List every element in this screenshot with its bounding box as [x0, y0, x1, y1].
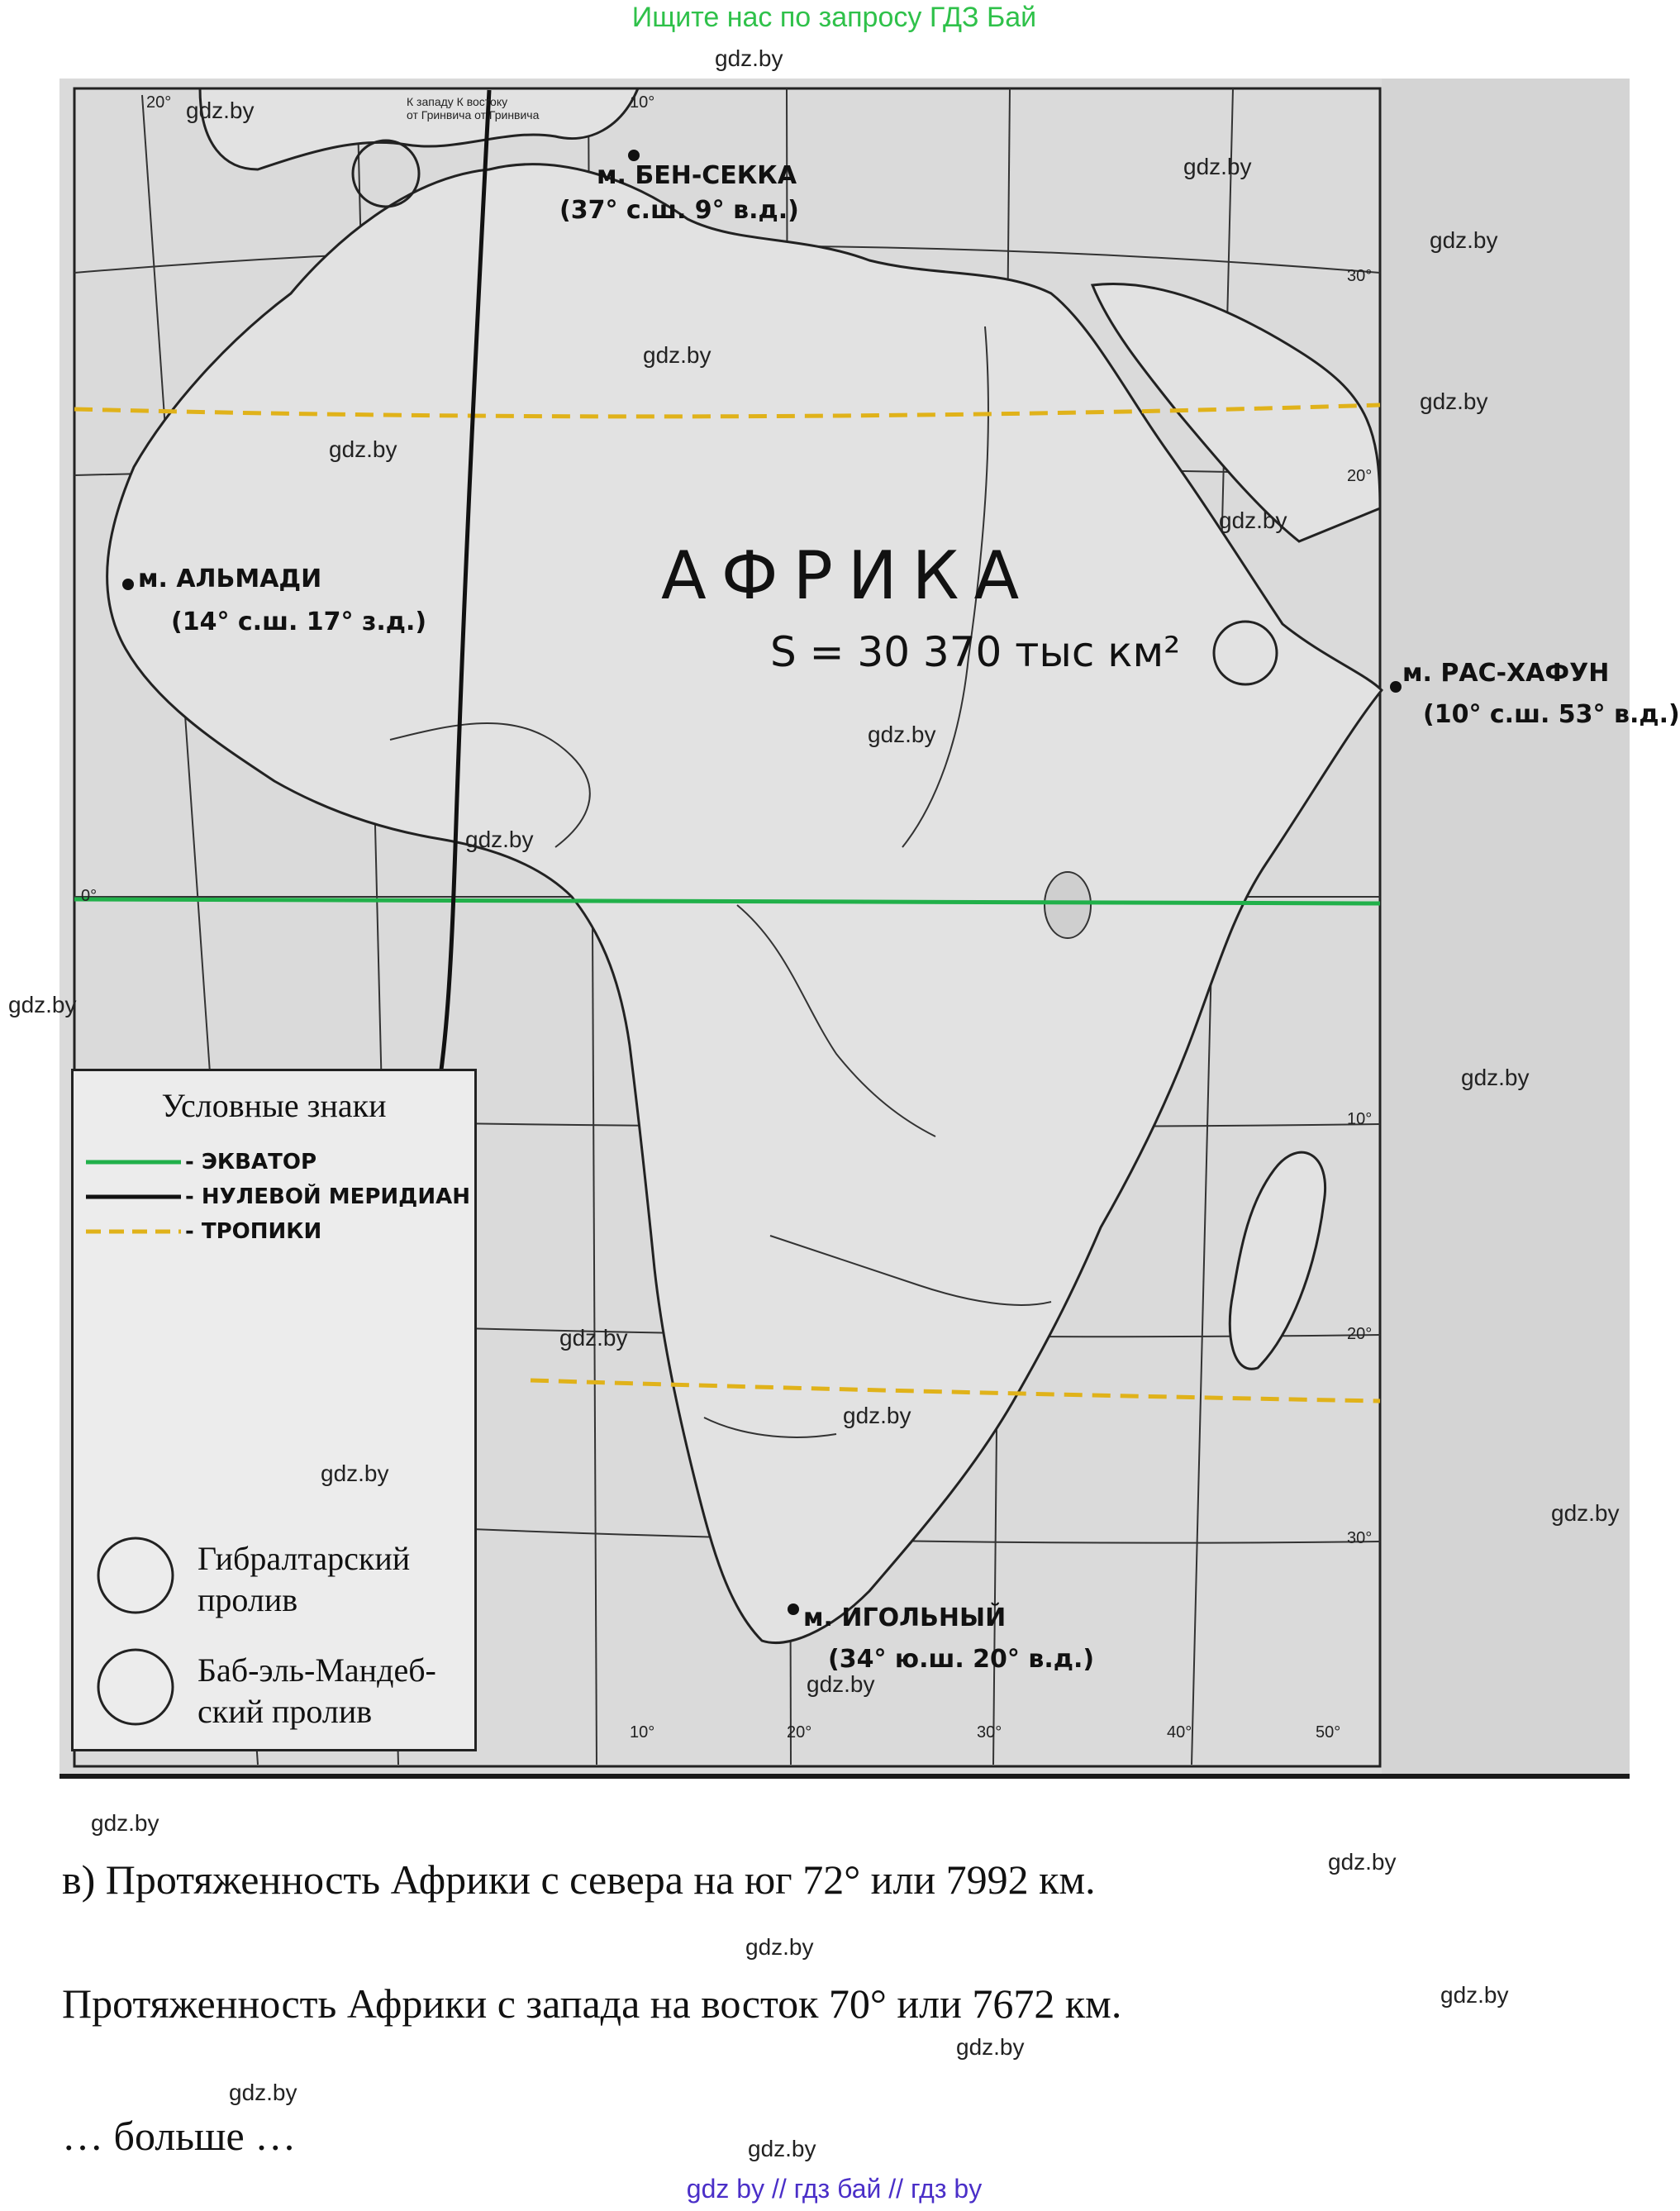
watermark: gdz.by [559, 1325, 628, 1351]
watermark: gdz.by [843, 1403, 911, 1428]
point-coords: (14° с.ш. 17° з.д.) [171, 608, 427, 636]
watermark: gdz.by [1430, 227, 1498, 253]
top-banner[interactable]: Ищите нас по запросу ГДЗ Бай [631, 2, 1037, 33]
area-label: S = 30 370 тыс км² [770, 628, 1181, 676]
watermark: gdz.by [8, 992, 77, 1017]
legend-title: Условные знаки [161, 1087, 387, 1124]
legend-equator: - ЭКВАТОР [185, 1150, 317, 1175]
lon-label: 40° [1167, 1723, 1192, 1742]
meridian-note: К западу К востоку [407, 95, 508, 108]
answer-compare: … больше … [62, 2113, 297, 2159]
point-name: м. БЕН-СЕККА [597, 161, 797, 190]
almadi-point [122, 579, 134, 590]
igolny-point [788, 1603, 799, 1615]
point-coords: (37° с.ш. 9° в.д.) [559, 196, 799, 225]
watermark: gdz.by [748, 2136, 816, 2161]
answer-north-south: в) Протяженность Африки с севера на юг 72° или 7992 км. [62, 1856, 1096, 1903]
point-name: м. ИГОЛЬНЫЙ [803, 1603, 1007, 1632]
watermark: gdz.by [186, 98, 255, 123]
watermark: gdz.by [868, 722, 936, 747]
watermark: gdz.by [1328, 1849, 1397, 1875]
legend-strait-circles [90, 1530, 189, 1737]
watermark: gdz.by [807, 1671, 875, 1697]
watermark: gdz.by [1440, 1982, 1509, 2008]
meridian-note: от Гринвича от Гринвича [407, 108, 540, 122]
lat-label: 0° [81, 887, 98, 905]
watermark: gdz.by [745, 1934, 814, 1960]
legend-meridian: - НУЛЕВОЙ МЕРИДИАН [185, 1184, 470, 1209]
watermark: gdz.by [1183, 154, 1252, 179]
map-title: АФРИКА [661, 537, 1035, 614]
lake-victoria [1045, 872, 1091, 938]
point-coords: (10° с.ш. 53° в.д.) [1423, 700, 1680, 729]
watermark: gdz.by [465, 827, 534, 852]
watermark: gdz.by [329, 436, 397, 462]
watermark: gdz.by [1219, 507, 1287, 533]
watermark: gdz.by [1461, 1065, 1530, 1090]
lat-label: 20° [1347, 467, 1373, 485]
watermark: gdz.by [715, 45, 783, 71]
watermark: gdz.by [643, 342, 712, 368]
lon-label: 50° [1316, 1723, 1341, 1742]
legend-tropics: - ТРОПИКИ [185, 1219, 322, 1244]
point-coords: (34° ю.ш. 20° в.д.) [828, 1645, 1095, 1674]
watermark: gdz.by [229, 2080, 297, 2105]
lon-label: 20° [146, 93, 172, 112]
lat-label: 30° [1347, 1529, 1373, 1547]
lon-label: 10° [630, 93, 655, 112]
footer-links[interactable]: gdz by // гдз бай // гдз by [686, 2174, 983, 2204]
watermark: gdz.by [1420, 388, 1488, 414]
watermark: gdz.by [956, 2034, 1025, 2060]
map-bottom-rule [59, 1774, 1630, 1779]
watermark: gdz.by [91, 1810, 159, 1836]
ras-hafun-point [1390, 681, 1402, 693]
map-legend [71, 1069, 477, 1751]
lon-label: 20° [787, 1723, 812, 1742]
watermark: gdz.by [321, 1460, 389, 1486]
lat-label: 10° [1347, 1110, 1373, 1128]
lat-label: 30° [1347, 267, 1373, 285]
legend-babelmandeb: Баб-эль-Мандеб- ский пролив [198, 1651, 436, 1730]
ben-sekka-point [628, 150, 640, 161]
lon-label: 30° [977, 1723, 1002, 1742]
lat-label: 20° [1347, 1325, 1373, 1343]
watermark: gdz.by [1551, 1500, 1620, 1526]
point-name: м. АЛЬМАДИ [138, 565, 322, 593]
lon-label: 10° [630, 1723, 655, 1742]
legend-gibraltar: Гибралтарский пролив [198, 1540, 411, 1618]
answer-west-east: Протяженность Африки с запада на восток 70° или 7672 км. [62, 1980, 1122, 2027]
point-name: м. РАС-ХАФУН [1402, 659, 1610, 688]
